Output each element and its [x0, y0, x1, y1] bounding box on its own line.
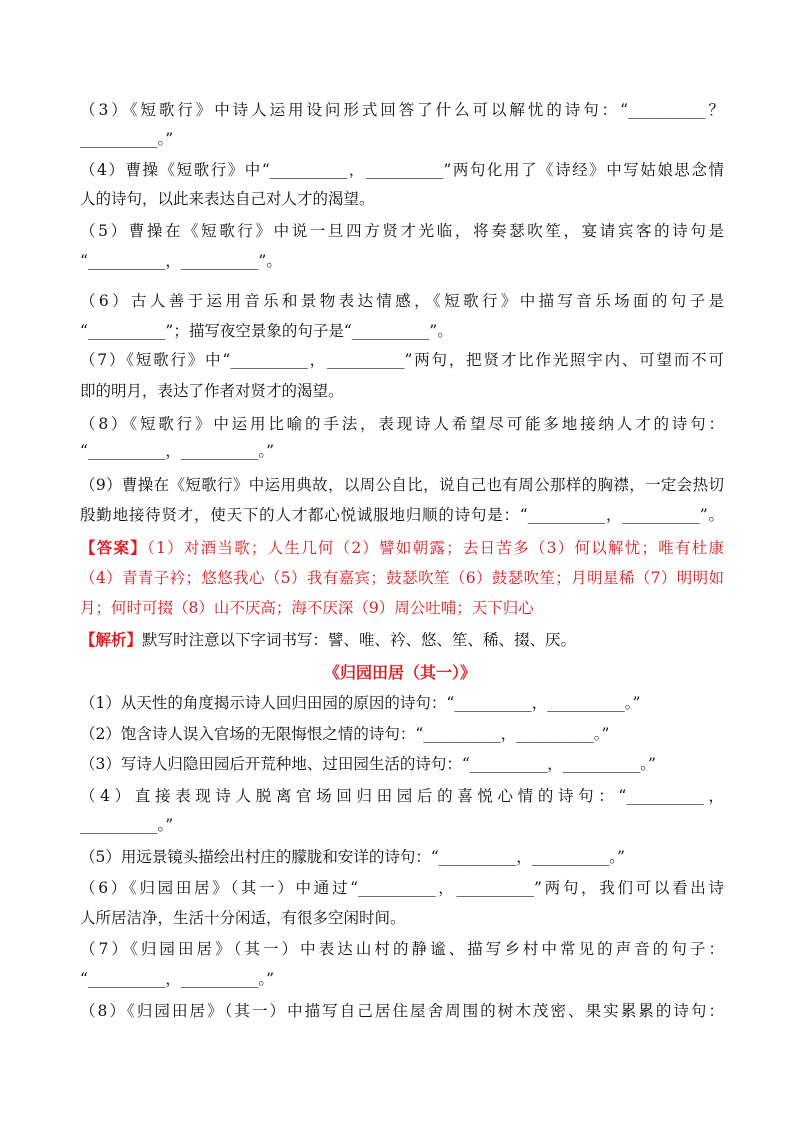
answer-line-2: （4）青青子衿；悠悠我心（5）我有嘉宾；鼓瑟吹笙（6）鼓瑟吹笙；月明星稀（7）明明如: [80, 569, 724, 587]
question-3-line-1: （3）《短歌行》中诗人运用设问形式回答了什么可以解忧的诗句：“__________？: [80, 101, 724, 119]
poem-question-3: （3）写诗人归隐田园后开荒种地、过田园生活的诗句：“__________，__________。”: [80, 755, 656, 773]
poem-question-8-line-1: （8）《归园田居》（其一）中描写自己居住屋舍周围的树木茂密、果实累累的诗句：: [80, 1002, 724, 1020]
poem-question-7-line-1: （7）《归园田居》（其一）中表达山村的静谧、描写乡村中常见的声音的句子：: [80, 940, 724, 958]
poem-question-4-line-1: （4）直接表现诗人脱离官场回归田园后的喜悦心情的诗句：“__________，: [80, 787, 724, 805]
question-7-line-2: 即的明月，表达了作者对贤才的渴望。: [80, 382, 344, 400]
question-3-line-2: __________。”: [80, 130, 174, 148]
answer-label: 【答案】: [80, 538, 147, 557]
question-8-line-2: “__________，__________。”: [80, 442, 275, 460]
analysis-line: [80, 630, 724, 650]
answer-text-1: （1）对酒当歌；人生几何（2）譬如朝露；去日苦多（3）何以解忧；唯有杜康: [147, 539, 724, 557]
poem-question-7-line-2: “__________，__________。”: [80, 970, 275, 988]
question-5-line-2: “__________，__________”。: [80, 252, 282, 270]
poem-question-6-line-1: （6）《归园田居》（其一）中通过“__________，__________”两句，我们可以看出诗: [80, 879, 724, 897]
poem-question-1: （1）从天性的角度揭示诗人回归田园的原因的诗句：“__________，__________。”: [80, 694, 641, 712]
question-8-line-1: （8）《短歌行》中运用比喻的手法，表现诗人希望尽可能多地接纳人才的诗句：: [80, 415, 724, 433]
question-7-line-1: （7）《短歌行》中“__________，__________”两句，把贤才比作光照宇内、可望而不可: [80, 351, 724, 369]
question-4-line-2: 人的诗句，以此来表达自己对人才的渴望。: [80, 190, 375, 208]
answer-line-1: [80, 538, 724, 558]
poem-question-5: （5）用远景镜头描绘出村庄的朦胧和安详的诗句：“__________，__________。”: [80, 848, 625, 866]
question-6-line-2: “__________”；描写夜空景象的句子是“__________”。: [80, 322, 453, 340]
poem-question-6-line-2: 人所居洁净，生活十分闲适，有很多空闲时间。: [80, 909, 406, 927]
answer-line-3: 月；何时可掇（8）山不厌高；海不厌深（9）周公吐哺；天下归心: [80, 599, 534, 617]
question-9-line-2: 殷勤地接待贤才，使天下的人才都心悦诚服地归顺的诗句是：“__________，__________”。: [80, 506, 724, 524]
question-4-line-1: （4）曹操《短歌行》中“__________，__________”两句化用了《诗经》中写姑娘思念情: [80, 161, 724, 179]
analysis-text: 默写时注意以下字词书写：譬、唯、衿、悠、笙、稀、掇、厌。: [142, 631, 577, 649]
question-9-line-1: （9）曹操在《短歌行》中运用典故，以周公自比，说自己也有周公那样的胸襟，一定会热切: [80, 476, 724, 494]
poem-question-2: （2）饱含诗人误入官场的无限悔恨之情的诗句：“__________，__________。”: [80, 725, 610, 743]
analysis-label: 【解析】: [80, 630, 143, 649]
poem-question-4-line-2: __________。”: [80, 816, 174, 834]
question-6-line-1: （6）古人善于运用音乐和景物表达情感，《短歌行》中描写音乐场面的句子是: [80, 292, 724, 310]
section-title: 《归园田居（其一）》: [323, 663, 476, 682]
question-5-line-1: （5）曹操在《短歌行》中说一旦四方贤才光临，将奏瑟吹笙，宴请宾客的诗句是: [80, 222, 724, 240]
